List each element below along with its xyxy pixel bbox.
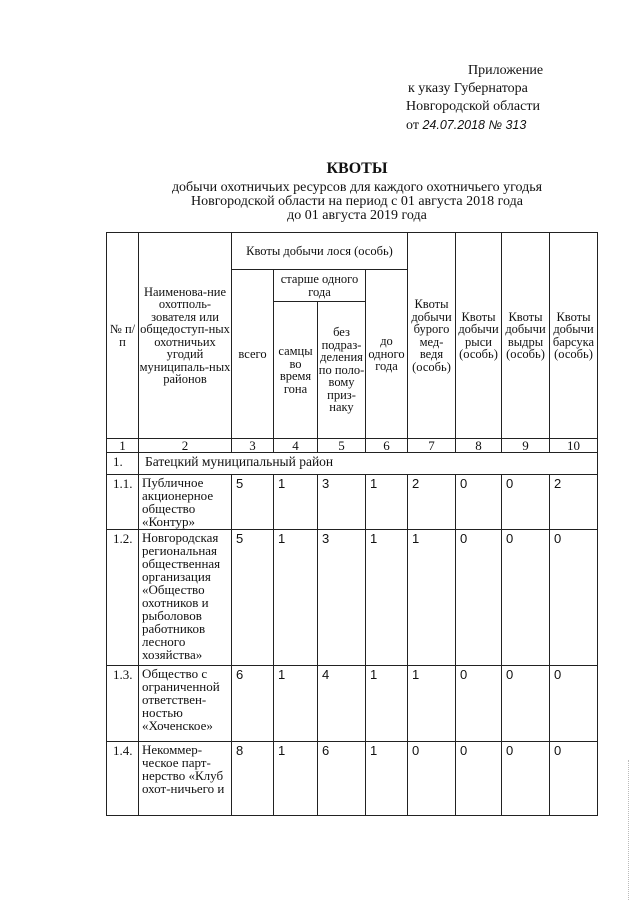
row-otter: 0 <box>502 742 550 816</box>
row-lynx: 0 <box>456 530 502 666</box>
row-lynx: 0 <box>456 666 502 742</box>
decree-date-number: 24.07.2018 № 313 <box>422 118 527 132</box>
header-total: всего <box>232 270 274 439</box>
table-row <box>107 530 598 666</box>
row-nosex: 6 <box>318 742 366 816</box>
scan-edge-mark <box>628 760 639 900</box>
column-number: 1 <box>107 439 139 453</box>
row-otter: 0 <box>502 530 550 666</box>
header-num: № п/п <box>107 233 139 439</box>
appendix-region: Новгородской области <box>406 99 540 114</box>
section-name: Батецкий муниципальный район <box>139 453 598 475</box>
table-row <box>107 742 598 816</box>
row-num: 1.4. <box>107 742 139 816</box>
row-young: 1 <box>366 475 408 530</box>
appendix-decree: к указу Губернатора <box>408 81 528 96</box>
column-number: 6 <box>366 439 408 453</box>
header-otter: Квоты добычи выдры (особь) <box>502 233 550 439</box>
quota-table <box>106 232 598 816</box>
row-lynx: 0 <box>456 742 502 816</box>
row-young: 1 <box>366 530 408 666</box>
column-number: 3 <box>232 439 274 453</box>
header-name: Наименова-ние охотполь-зователя или общедоступ-ных охотничьих угодий муниципаль-ных районов <box>139 233 232 439</box>
row-name: Некоммер-ческое парт-нерство «Клуб охот-ничьего и <box>139 742 232 816</box>
row-nosex: 3 <box>318 475 366 530</box>
row-males: 1 <box>274 742 318 816</box>
row-bear: 1 <box>408 666 456 742</box>
row-badger: 2 <box>550 475 598 530</box>
column-number-row <box>107 439 598 453</box>
header-males: самцы во время гона <box>274 302 318 439</box>
row-males: 1 <box>274 530 318 666</box>
row-young: 1 <box>366 666 408 742</box>
header-moose: Квоты добычи лося (особь) <box>232 233 408 270</box>
row-badger: 0 <box>550 530 598 666</box>
row-young: 1 <box>366 742 408 816</box>
row-nosex: 4 <box>318 666 366 742</box>
column-number: 2 <box>139 439 232 453</box>
section-num: 1. <box>107 453 139 475</box>
subtitle-line-3: до 01 августа 2019 года <box>287 208 427 223</box>
row-num: 1.2. <box>107 530 139 666</box>
row-total: 8 <box>232 742 274 816</box>
column-number: 5 <box>318 439 366 453</box>
header-lynx: Квоты добычи рыси (особь) <box>456 233 502 439</box>
row-bear: 2 <box>408 475 456 530</box>
row-otter: 0 <box>502 475 550 530</box>
row-males: 1 <box>274 475 318 530</box>
header-older: старше одного года <box>274 270 366 302</box>
row-total: 5 <box>232 530 274 666</box>
document-subtitle <box>0 181 640 223</box>
column-number: 4 <box>274 439 318 453</box>
row-bear: 1 <box>408 530 456 666</box>
header-bear: Квоты добычи бурого мед-ведя (особь) <box>408 233 456 439</box>
header-badger: Квоты добычи барсука (особь) <box>550 233 598 439</box>
table-row <box>107 666 598 742</box>
appendix-date-line <box>400 116 630 135</box>
header-young: до одного года <box>366 270 408 439</box>
row-males: 1 <box>274 666 318 742</box>
row-num: 1.3. <box>107 666 139 742</box>
header-nosex: без подраз-деления по поло-вому приз-наку <box>318 302 366 439</box>
column-number: 9 <box>502 439 550 453</box>
column-number: 8 <box>456 439 502 453</box>
appendix-block <box>400 62 630 135</box>
table-row <box>107 475 598 530</box>
row-name: Новгородская региональная общественная организация «Общество охотников и рыболовов работников лесного хозяйства» <box>139 530 232 666</box>
row-lynx: 0 <box>456 475 502 530</box>
section-row <box>107 453 598 475</box>
row-num: 1.1. <box>107 475 139 530</box>
row-total: 6 <box>232 666 274 742</box>
column-number: 7 <box>408 439 456 453</box>
row-bear: 0 <box>408 742 456 816</box>
row-badger: 0 <box>550 666 598 742</box>
row-otter: 0 <box>502 666 550 742</box>
column-number: 10 <box>550 439 598 453</box>
row-badger: 0 <box>550 742 598 816</box>
subtitle-line-2: Новгородской области на период с 01 августа 2018 года <box>191 194 523 209</box>
subtitle-line-1: добычи охотничьих ресурсов для каждого охотничьего угодья <box>171 180 543 195</box>
document-title: КВОТЫ <box>326 160 388 177</box>
row-name: Публичное акционерное общество «Контур» <box>139 475 232 530</box>
row-total: 5 <box>232 475 274 530</box>
row-name: Общество с ограниченной ответствен-ностью «Хоченское» <box>139 666 232 742</box>
row-nosex: 3 <box>318 530 366 666</box>
appendix-title: Приложение <box>468 63 544 78</box>
date-prefix: от <box>406 118 419 133</box>
